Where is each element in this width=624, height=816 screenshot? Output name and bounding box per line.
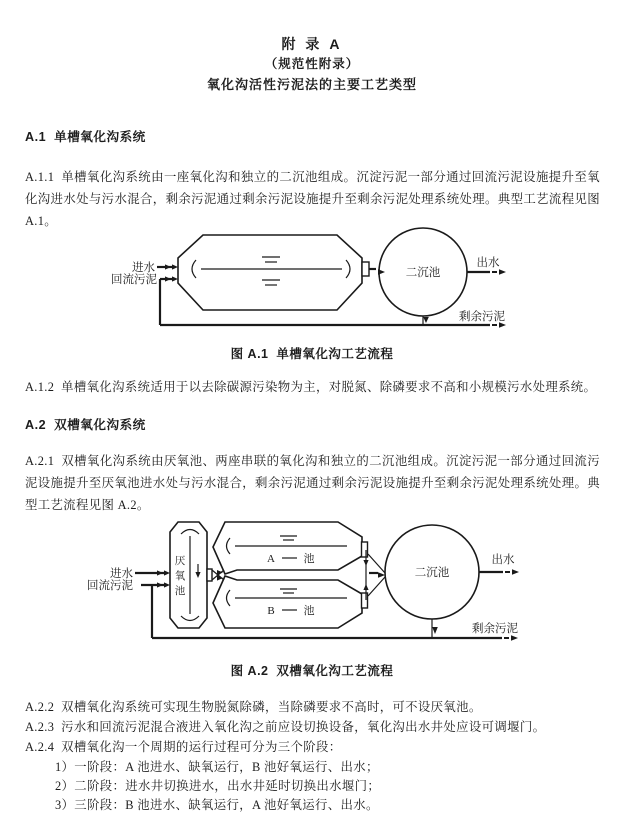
figure-a1-diagram — [95, 228, 585, 334]
anaerobic-label-char3: 池 — [174, 586, 186, 597]
inflow-label: 进水 — [110, 568, 133, 580]
clarifier — [385, 525, 479, 638]
list-item-stage2: 2）二阶段：进水井切换进水，出水井延时切换出水堰门； — [55, 779, 381, 793]
effluent-label: 出水 — [491, 554, 515, 566]
section-a1-heading: A.1 单槽氧化沟系统 — [25, 130, 146, 144]
ditch-b-pool: 池 — [303, 605, 315, 617]
figure-a2-diagram — [75, 512, 545, 650]
clarifier — [369, 228, 467, 325]
anaerobic-label-char1: 厌 — [174, 556, 186, 567]
effluent-label: 出水 — [476, 257, 500, 269]
paragraph-a21: A.2.1 双槽氧化沟系统由厌氧池、两座串联的氧化沟和独立的二沉池组成。沉淀污泥一部分通过回流污泥设施提升至厌氧池进水处与污水混合，剩余污泥通过剩余污泥设施提升至剩余污泥处理系统处理。典型工艺流程见图 A.2。 — [25, 454, 600, 512]
appendix-subtitle: （规范性附录） — [264, 57, 360, 71]
excess-sludge-label: 剩余污泥 — [459, 311, 505, 323]
appendix-title: 附 录 A — [281, 36, 343, 52]
excess-sludge-line — [160, 309, 506, 328]
ditch-b-letter: B — [267, 605, 275, 617]
distribution-junction — [207, 569, 224, 581]
ditch-a — [213, 522, 368, 574]
aerator-marks — [262, 257, 280, 285]
effluent-line — [479, 552, 519, 575]
oxidation-ditch — [178, 235, 369, 310]
section-a2-heading: A.2 双槽氧化沟系统 — [25, 418, 146, 432]
paragraph-a11: A.1.1 单槽氧化沟系统由一座氧化沟和独立的二沉池组成。沉淀污泥一部分通过回流污泥设施提升至氧化沟进水处与污水混合，剩余污泥通过剩余污泥设施提升至剩余污泥处理系统处理。典型工艺流程见图 A.1。 — [25, 170, 604, 228]
paragraph-a12: A.1.2 单槽氧化沟系统适用于以去除碳源污染物为主，对脱氮、除磷要求不高和小规模污水处理系统。 — [25, 380, 597, 394]
anaerobic-tank — [170, 522, 207, 628]
return-sludge-label: 回流污泥 — [111, 274, 157, 286]
excess-sludge-line — [152, 621, 518, 641]
list-item-stage1: 1）一阶段：A 池进水、缺氧运行，B 池好氧运行、出水； — [55, 760, 379, 774]
outlet-weir — [362, 262, 369, 276]
paragraph-a22: A.2.2 双槽氧化沟系统可实现生物脱氮除磷，当除磷要求不高时，可不设厌氧池。 — [25, 700, 482, 714]
inflow-lines — [87, 566, 170, 638]
list-item-stage3: 3）三阶段：B 池进水、缺氧运行，A 池好氧运行、出水。 — [55, 798, 379, 812]
figure-a1-caption: 图 A.1 单槽氧化沟工艺流程 — [230, 347, 394, 361]
excess-sludge-label: 剩余污泥 — [472, 623, 518, 635]
anaerobic-label-char2: 氧 — [174, 571, 186, 582]
inflow-label: 进水 — [132, 262, 155, 274]
clarifier-label: 二沉池 — [414, 567, 450, 579]
figure-a2-caption: 图 A.2 双槽氧化沟工艺流程 — [230, 664, 394, 678]
clarifier-label: 二沉池 — [405, 267, 441, 279]
ditch-a-pool: 池 — [303, 553, 315, 565]
return-sludge-label: 回流污泥 — [87, 580, 133, 592]
appendix-heading: 氧化沟活性污泥法的主要工艺类型 — [206, 77, 417, 92]
inflow-lines — [111, 260, 178, 325]
ditch-a-letter: A — [267, 553, 275, 565]
paragraph-a23: A.2.3 污水和回流污泥混合液进入氧化沟之前应设切换设备，氧化沟出水井处应设可调堰门。 — [25, 720, 546, 734]
ditch-b — [213, 576, 368, 628]
paragraph-a24: A.2.4 双槽氧化沟一个周期的运行过程可分为三个阶段： — [25, 740, 342, 754]
effluent-line — [467, 255, 506, 275]
